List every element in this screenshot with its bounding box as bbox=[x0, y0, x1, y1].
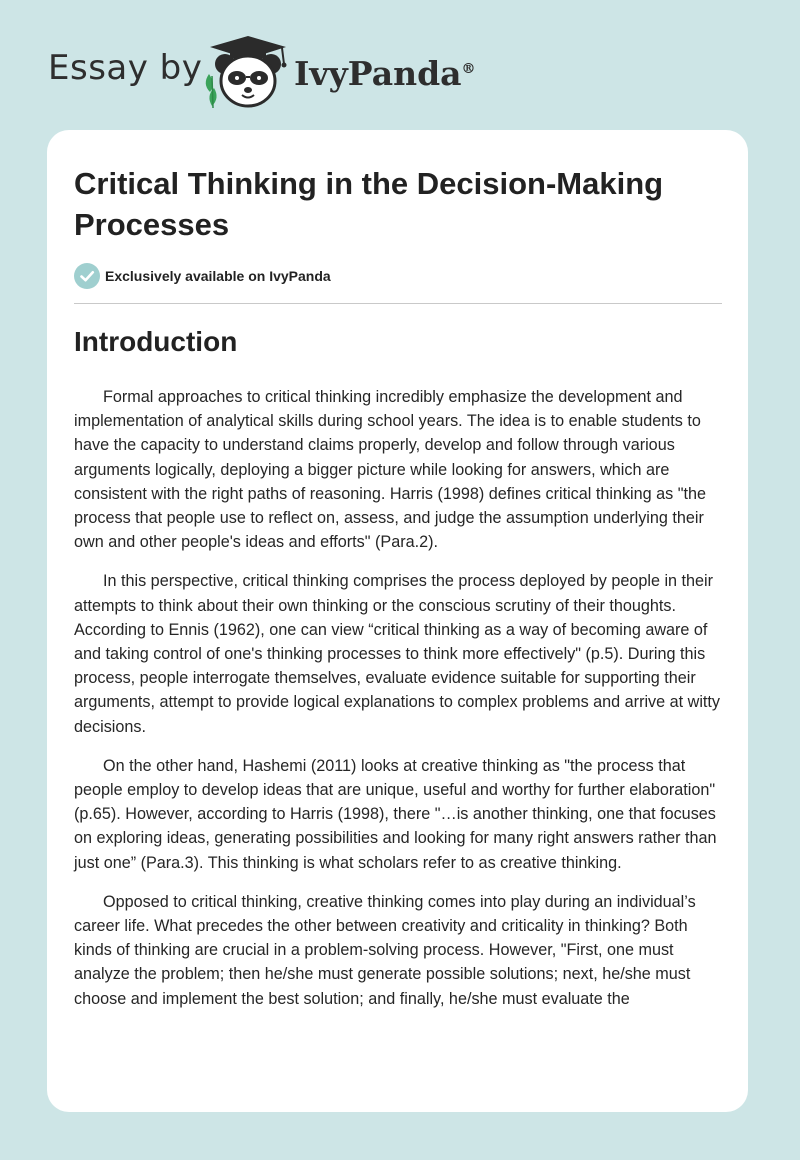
exclusive-badge-label: Exclusively available on IvyPanda bbox=[105, 268, 331, 284]
section-heading-introduction: Introduction bbox=[74, 326, 238, 357]
check-circle-icon bbox=[74, 263, 100, 289]
essay-card bbox=[47, 130, 748, 1112]
essay-title: Critical Thinking in the Decision-Making Processes bbox=[74, 166, 664, 242]
paragraph: Formal approaches to critical thinking incredibly emphasize the development and implementation of analytical skills during school years. The idea is to enable students to have the capacity to understand claims properly, develop and follow through various arguments logically, deploying a bigger picture while looking for answers, which are consistent with the right paths of reasoning. Harris (1998) defines critical thinking as "the process that people use to reflect on, assess, and judge the assumption underlying their own and other people's ideas and efforts" (Para.2). bbox=[74, 388, 706, 552]
ivypanda-wordmark[interactable] bbox=[294, 54, 476, 93]
essay-by-label: Essay by bbox=[48, 48, 203, 88]
paragraph: On the other hand, Hashemi (2011) looks at creative thinking as "the process that people employ to develop ideas that are unique, useful and worthy for further elaboration" (p.65). However, according to Harris (1998), there "…is another thinking, one that focuses on exploring ideas, generating possibilities and looking for many right answers rather than just one” (Para.3). This thinking is what scholars refer to as creative thinking. bbox=[74, 756, 717, 872]
paragraph: Opposed to critical thinking, creative thinking comes into play during an individual’s career life. What precedes the other between creativity and criticality in thinking? Both kinds of thinking are crucial in a problem-solving process. However, "First, one must analyze the problem; then he/she must generate possible solutions; next, he/she must choose and implement the best solution; and finally, he/she must evaluate the bbox=[74, 892, 696, 1008]
site-header bbox=[0, 0, 800, 130]
essay-body bbox=[74, 385, 726, 1026]
brand-name: IvyPanda bbox=[294, 54, 462, 93]
title-divider bbox=[74, 303, 722, 304]
paragraph: In this perspective, critical thinking comprises the process deployed by people in their attempts to think about their own thinking or the conscious scrutiny of their thoughts. According to Ennis (1962), one can view “critical thinking as a way of becoming aware of and taking control of one's thinking processes to think more effectively" (p.5). During this process, people interrogate themselves, evaluate evidence suitable for supporting their arguments, attempt to provide logical explanations to complex problems and arrive at witty decisions. bbox=[74, 572, 721, 736]
registered-mark: ® bbox=[461, 61, 476, 77]
